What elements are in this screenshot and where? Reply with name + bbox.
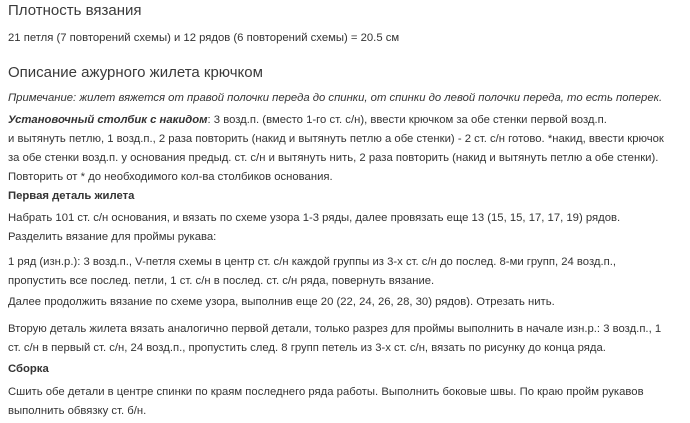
stitch-line-3: за обе стенки возд.п. у основания предыд. ст. с/н и вытянуть нить, 2 раза повторить (накид и вытянуть петлю а обе стенки). [8,152,659,164]
stitch-line-1-text: : 3 возд.п. (вместо 1-го ст. с/н), ввести крючком за обе стенки первой возд.п. [207,114,607,126]
first-part-p4-line-1: Вторую деталь жилета вязать аналогично первой детали, только разрез для проймы выполнить в начале изн.р.: 3 возд.п., 1 [8,323,662,335]
density-text: 21 петля (7 повторений схемы) и 12 рядов (6 повторений схемы) = 20.5 см [8,32,400,44]
first-part-paragraph-3: Далее продолжить вязание по схеме узора, выполнив еще 20 (22, 24, 26, 28, 30) рядов). Отрезать нить. [8,296,555,308]
first-part-p2-line-2: пропустить все послед. петли, 1 ст. с/н в послед. ст. с/н ряда, повернуть вязание. [8,275,435,287]
stitch-term: Установочный столбик с накидом [8,114,208,126]
assembly-line-1: Сшить обе детали в центре спинки по краям последнего ряда работы. Выполнить боковые швы. По краю пройм рукавов [8,386,644,398]
description-heading: Описание ажурного жилета крючком [8,64,263,81]
assembly-line-2: выполнить обвязку ст. б/н. [8,405,147,417]
first-part-p1-line-1: Набрать 101 ст. с/н основания, и вязать по схеме узора 1-3 ряды, далее провязать еще 13 (15, 15, 17, 17, 19) рядов. [8,212,621,224]
stitch-line-1 [8,111,664,130]
first-part-heading: Первая деталь жилета [8,190,135,202]
assembly-heading: Сборка [8,363,49,375]
stitch-line-4: Повторить от * до необходимого кол-ва столбиков основания. [8,171,333,183]
density-heading: Плотность вязания [8,2,142,19]
first-part-paragraph-4 [8,320,661,358]
first-part-p2-line-1: 1 ряд (изн.р.): 3 возд.п., V-петля схемы в центр ст. с/н каждой группы из 3-х ст. с/н до послед. 8-ми групп, 24 возд.п., [8,256,617,268]
note-text: Примечание: жилет вяжется от правой полочки переда до спинки, от спинки до левой полочки переда, то есть поперек. [8,92,663,104]
first-part-p1-line-2: Разделить вязание для проймы рукава: [8,231,217,243]
first-part-paragraph-1 [8,209,620,247]
first-part-p4-line-2: ст. с/н в первый ст. с/н, 24 возд.п., пропустить след. 8 групп петель из 3-х ст. с/н, вязать по рисунку до конца ряда. [8,342,606,354]
stitch-line-2: и вытянуть петлю, 1 возд.п., 2 раза повторить (накид и вытянуть петлю а обе стенки) - 2 ст. с/н готово. *накид, ввести крючок [8,133,664,145]
first-part-paragraph-2 [8,253,616,291]
assembly-paragraph [8,383,644,421]
stitch-paragraph [8,111,664,187]
